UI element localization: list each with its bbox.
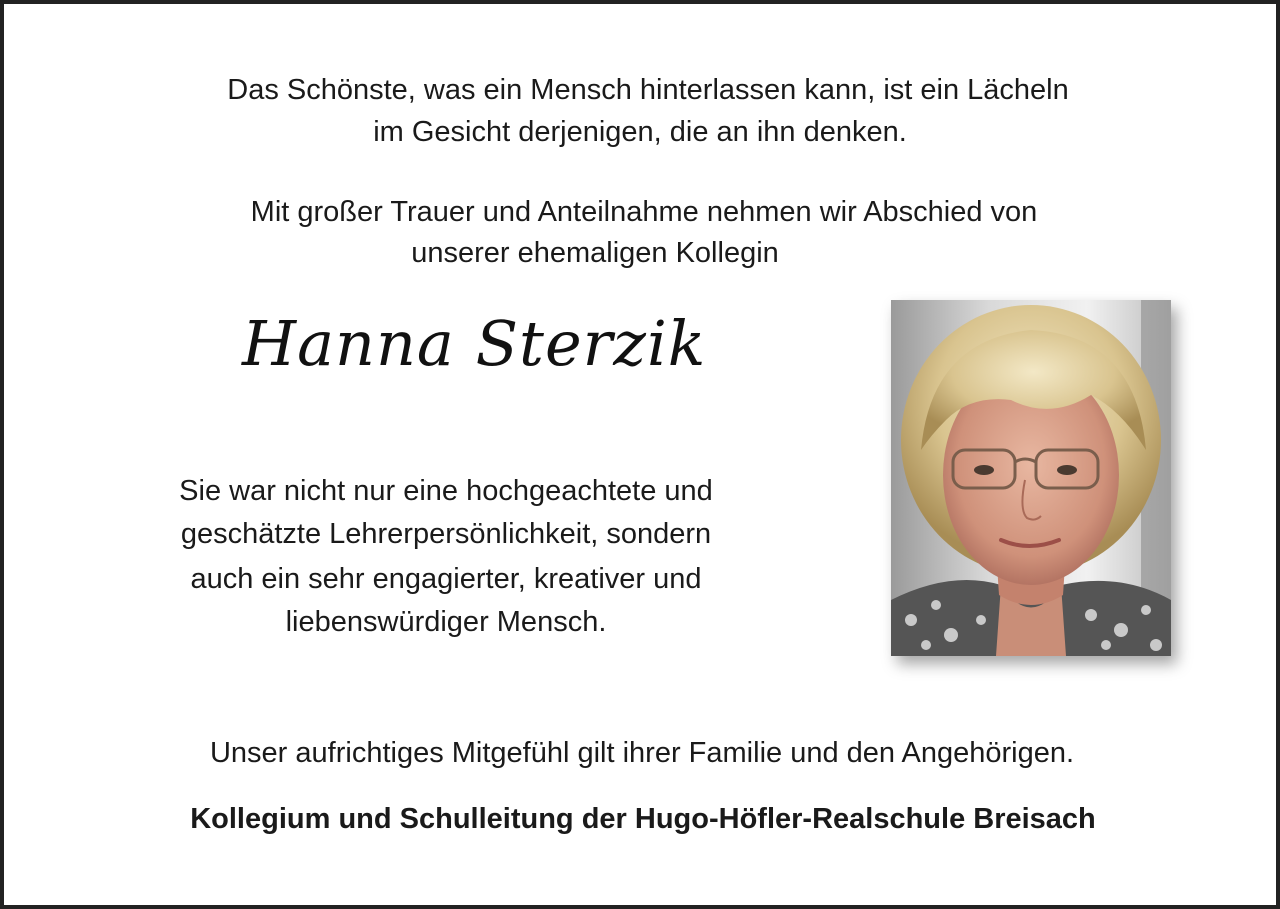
condolence-line: Unser aufrichtiges Mitgefühl gilt ihrer Familie und den Angehörigen. [209,737,1075,769]
deceased-name: Hanna Sterzik [242,307,707,380]
description-line-4: liebenswürdiger Mensch. [285,606,607,638]
intro-line-2: unserer ehemaligen Kollegin [411,237,779,269]
description-line-3: auch ein sehr engagierter, kreativer und [190,563,702,595]
quote-line-1: Das Schönste, was ein Mensch hinterlassen kann, ist ein Lächeln [227,74,1069,106]
signature-line: Kollegium und Schulleitung der Hugo-Höfler-Realschule Breisach [190,803,1096,835]
description-line-1: Sie war nicht nur eine hochgeachtete und [179,475,713,507]
intro-line-1: Mit großer Trauer und Anteilnahme nehmen wir Abschied von [250,196,1038,228]
portrait-photo [891,300,1171,656]
description-line-2: geschätzte Lehrerpersönlichkeit, sondern [180,518,712,550]
quote-line-2: im Gesicht derjenigen, die an ihn denken. [373,116,907,148]
